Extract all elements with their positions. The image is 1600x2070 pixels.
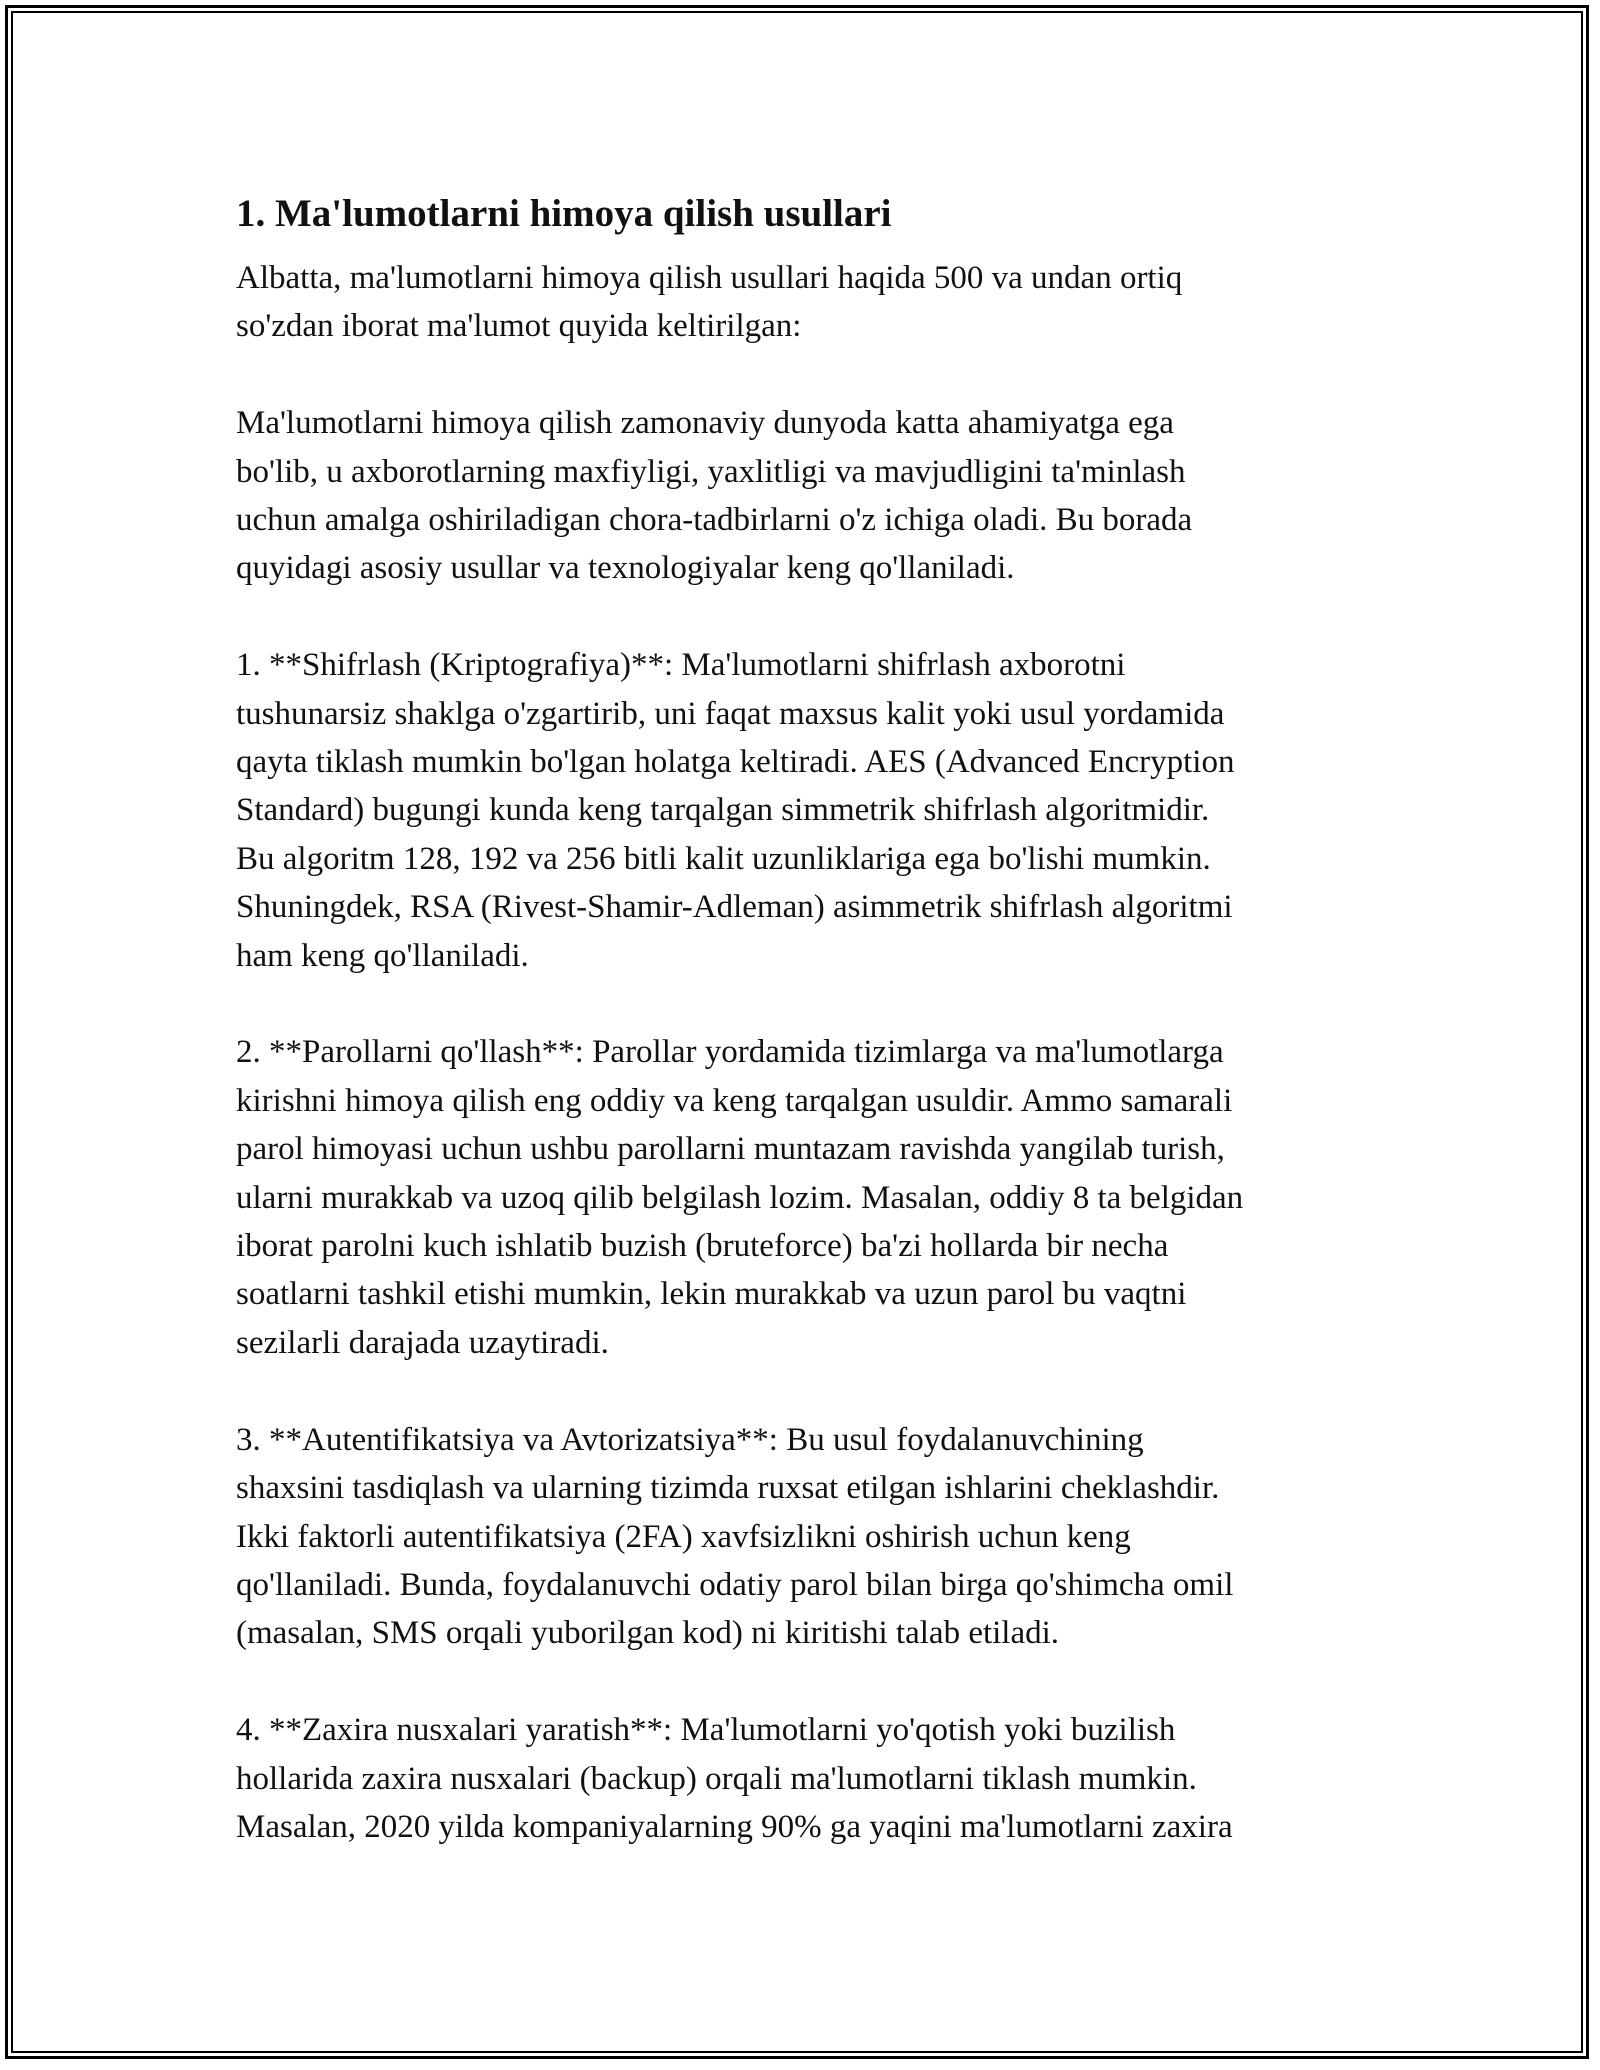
text-line: iborat parolni kuch ishlatib buzish (bruteforce) ba'zi hollarda bir necha [236,1228,1169,1265]
text-line: parol himoyasi uchun ushbu parollarni muntazam ravishda yangilab turish, [236,1131,1225,1168]
text-line: kirishni himoya qilish eng oddiy va keng tarqalgan usuldir. Ammo samarali [236,1082,1233,1119]
text-line: Shuningdek, RSA (Rivest-Shamir-Adleman) asimmetrik shifrlash algoritmi [236,889,1233,926]
text-line: sezilarli darajada uzaytiradi. [236,1324,609,1361]
paragraph-overview [236,399,1366,593]
text-line: 2. **Parollarni qo'llash**: Parollar yordamida tizimlarga va ma'lumotlarga [236,1034,1224,1071]
paragraph-encryption [236,641,1366,980]
text-line: (masalan, SMS orqali yuborilgan kod) ni kiritishi talab etiladi. [236,1615,1060,1652]
text-line: Albatta, ma'lumotlarni himoya qilish usullari haqida 500 va undan ortiq [236,260,1183,296]
paragraph-intro [236,254,1366,351]
text-line: qayta tiklash mumkin bo'lgan holatga keltiradi. AES (Advanced Encryption [236,744,1235,781]
text-line: shaxsini tasdiqlash va ularning tizimda ruxsat etilgan ishlarini cheklashdir. [236,1470,1220,1507]
text-line: ularni murakkab va uzoq qilib belgilash lozim. Masalan, oddiy 8 ta belgidan [236,1179,1244,1216]
text-line: qo'llaniladi. Bunda, foydalanuvchi odatiy parol bilan birga qo'shimcha omil [236,1566,1234,1603]
text-line: Standard) bugungi kunda keng tarqalgan simmetrik shifrlash algoritmidir. [236,792,1210,829]
text-line: Ma'lumotlarni himoya qilish zamonaviy dunyoda katta ahamiyatga ega [236,405,1174,442]
text-line: so'zdan iborat ma'lumot quyida keltirilgan: [236,308,802,345]
text-line: quyidagi asosiy usullar va texnologiyalar keng qo'llaniladi. [236,550,1015,587]
document-body [236,185,1366,1900]
text-line: Ikki faktorli autentifikatsiya (2FA) xavfsizlikni oshirish uchun keng [236,1518,1131,1555]
paragraph-backup [236,1706,1366,1851]
paragraph-passwords [236,1028,1366,1367]
text-line: hollarida zaxira nusxalari (backup) orqali ma'lumotlarni tiklash mumkin. [236,1760,1197,1797]
paragraph-authentication [236,1416,1366,1658]
text-line: tushunarsiz shaklga o'zgartirib, uni faqat maxsus kalit yoki usul yordamida [236,695,1225,732]
text-line: 3. **Autentifikatsiya va Avtorizatsiya**: Bu usul foydalanuvchining [236,1421,1144,1458]
page-title: 1. Ma'lumotlarni himoya qilish usullari [236,192,892,235]
text-line: ham keng qo'llaniladi. [236,937,529,974]
text-line: 4. **Zaxira nusxalari yaratish**: Ma'lumotlarni yo'qotish yoki buzilish [236,1712,1176,1749]
text-line: uchun amalga oshiriladigan chora-tadbirlarni o'z ichiga oladi. Bu borada [236,502,1193,539]
text-line: bo'lib, u axborotlarning maxfiyligi, yaxlitligi va mavjudligini ta'minlash [236,453,1186,490]
text-line: Masalan, 2020 yilda kompaniyalarning 90% ga yaqini ma'lumotlarni zaxira [236,1808,1233,1845]
text-line: 1. **Shifrlash (Kriptografiya)**: Ma'lumotlarni shifrlash axborotni [236,647,1126,684]
text-line: Bu algoritm 128, 192 va 256 bitli kalit uzunliklariga ega bo'lishi mumkin. [236,840,1211,877]
text-line: soatlarni tashkil etishi mumkin, lekin murakkab va uzun parol bu vaqtni [236,1276,1187,1313]
